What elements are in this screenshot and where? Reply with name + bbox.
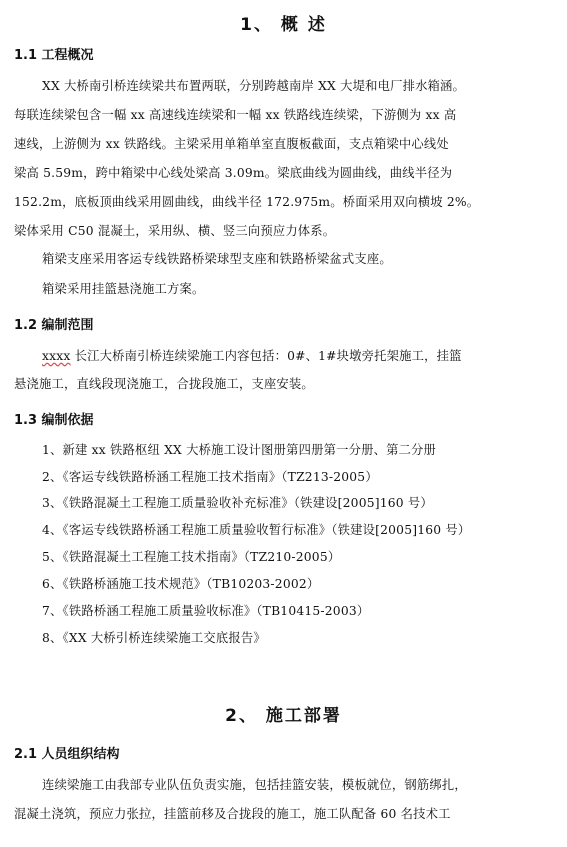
paragraph-line: 梁体采用 C50 混凝土，采用纵、横、竖三向预应力体系。	[14, 224, 336, 238]
placeholder-name: xxxx	[42, 349, 71, 363]
paragraph-line: 连续梁施工由我部专业队伍负责实施，包括挂篮安装，模板就位，钢筋绑扎，	[42, 778, 467, 792]
list-item: 7、《铁路桥涵工程施工质量验收标准》（TB10415-2003）	[42, 604, 370, 618]
paragraph-text: 长江大桥南引桥连续梁施工内容包括：0#、1#块墩旁托架施工，挂篮	[70, 349, 462, 363]
heading-1-3: 1.3 编制依据	[14, 413, 94, 428]
list-item: 8、《XX 大桥引桥连续梁施工交底报告》	[42, 631, 266, 645]
paragraph-line	[42, 346, 462, 364]
heading-1-2: 1.2 编制范围	[14, 318, 94, 333]
paragraph-line: 箱梁采用挂篮悬浇施工方案。	[42, 282, 205, 296]
heading-2-1: 2.1 人员组织结构	[14, 747, 120, 762]
paragraph-line: 152.2m，底板顶曲线采用圆曲线，曲线半径 172.975m。桥面采用双向横坡 2%。	[14, 195, 480, 209]
list-item: 2、《客运专线铁路桥涵工程施工技术指南》（TZ213-2005）	[42, 470, 378, 484]
list-item: 1、新建 xx 铁路枢纽 XX 大桥施工设计图册第四册第一分册、第二分册	[42, 443, 437, 457]
paragraph-line: 梁高 5.59m，跨中箱梁中心线处梁高 3.09m。梁底曲线为圆曲线，曲线半径为	[14, 166, 453, 180]
paragraph-line: 悬浇施工，直线段现浇施工，合拢段施工，支座安装。	[14, 377, 314, 391]
paragraph-line: 箱梁支座采用客运专线铁路桥梁球型支座和铁路桥梁盆式支座。	[42, 252, 392, 266]
list-item: 6、《铁路桥涵施工技术规范》（TB10203-2002）	[42, 577, 320, 591]
list-item: 4、《客运专线铁路桥涵工程施工质量验收暂行标准》（铁建设[2005]160 号）	[42, 523, 471, 537]
section-2-title: 2、 施工部署	[225, 706, 342, 726]
paragraph-line: 每联连续梁包含一幅 xx 高速线连续梁和一幅 xx 铁路线连续梁，下游侧为 xx 高	[14, 108, 457, 122]
heading-1-1: 1.1 工程概况	[14, 48, 94, 63]
list-item: 5、《铁路混凝土工程施工技术指南》（TZ210-2005）	[42, 550, 341, 564]
paragraph-line: 速线，上游侧为 xx 铁路线。主梁采用单箱单室直腹板截面，支点箱梁中心线处	[14, 137, 449, 151]
section-1-title: 1、 概 述	[240, 15, 327, 35]
paragraph-line: XX 大桥南引桥连续梁共布置两联，分别跨越南岸 XX 大堤和电厂排水箱涵。	[42, 79, 466, 93]
paragraph-line: 混凝土浇筑，预应力张拉，挂篮前移及合拢段的施工，施工队配备 60 名技术工	[14, 807, 451, 821]
list-item: 3、《铁路混凝土工程施工质量验收补充标准》（铁建设[2005]160 号）	[42, 496, 433, 510]
